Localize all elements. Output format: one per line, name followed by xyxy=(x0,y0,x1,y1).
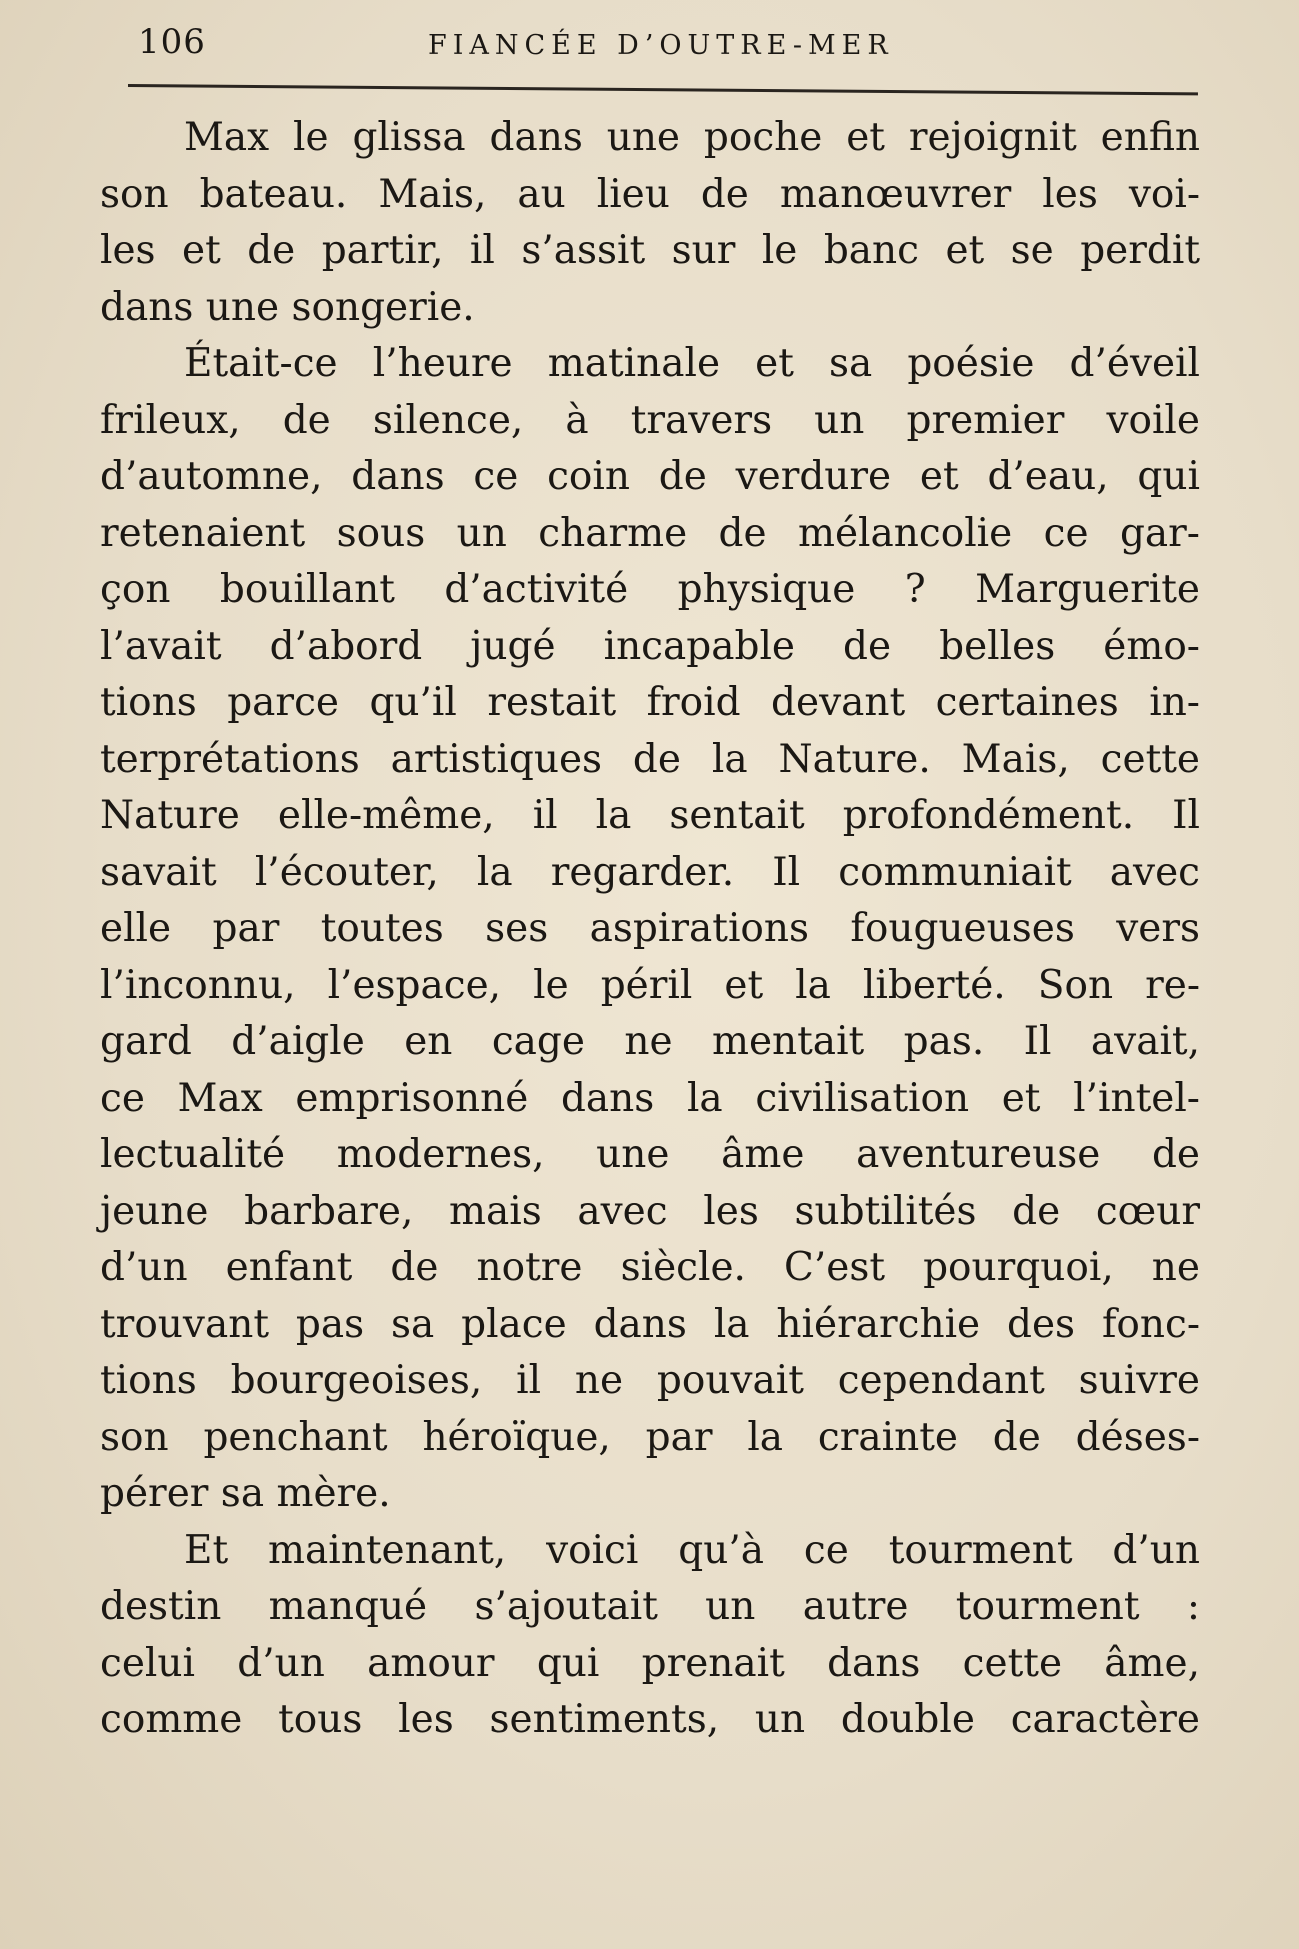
text-line: retenaient sous un charme de mélancolie ce gar- xyxy=(100,510,1200,556)
text-line: lectualité modernes, une âme aventureuse de xyxy=(100,1132,1200,1177)
text-line: comme tous les sentiments, un double caractère xyxy=(100,1697,1200,1742)
text-line: l’inconnu, l’espace, le péril et la liberté. Son re- xyxy=(100,962,1200,1008)
text-line: d’un enfant de notre siècle. C’est pourquoi, ne xyxy=(100,1245,1200,1290)
text-line: trouvant pas sa place dans la hiérarchie des fonc- xyxy=(100,1301,1200,1347)
text-line: tions parce qu’il restait froid devant certaines in- xyxy=(100,680,1200,725)
text-line: frileux, de silence, à travers un premier voile xyxy=(100,397,1200,443)
text-line: çon bouillant d’activité physique ? Marguerite xyxy=(100,567,1200,612)
text-line: dans une songerie. xyxy=(100,284,475,330)
text-line: d’automne, dans ce coin de verdure et d’eau, qui xyxy=(100,454,1200,499)
text-line: pérer sa mère. xyxy=(100,1471,391,1516)
text-line: tions bourgeoises, il ne pouvait cependant suivre xyxy=(100,1358,1200,1403)
header-rule xyxy=(128,84,1198,95)
running-title: FIANCÉE D’OUTRE-MER xyxy=(428,30,894,61)
text-line: Nature elle-même, il la sentait profondément. Il xyxy=(100,793,1200,838)
text-line: jeune barbare, mais avec les subtilités de cœur xyxy=(100,1188,1200,1234)
text-line: savait l’écouter, la regarder. Il communiait avec xyxy=(100,849,1200,895)
text-line: Et maintenant, voici qu’à ce tourment d’un xyxy=(184,1527,1200,1573)
text-line: son penchant héroïque, par la crainte de déses- xyxy=(100,1414,1200,1460)
page-number: 106 xyxy=(138,22,206,62)
text-line: ce Max emprisonné dans la civilisation et l’intel- xyxy=(100,1075,1200,1121)
page-header xyxy=(128,18,1208,62)
text-line: l’avait d’abord jugé incapable de belles émo- xyxy=(100,623,1200,669)
text-line: Max le glissa dans une poche et rejoignit enfin xyxy=(184,115,1200,160)
text-line: destin manqué s’ajoutait un autre tourment : xyxy=(100,1584,1200,1629)
text-line: son bateau. Mais, au lieu de manœuvrer les voi- xyxy=(100,171,1200,217)
text-line: gard d’aigle en cage ne mentait pas. Il avait, xyxy=(100,1019,1200,1064)
text-line: les et de partir, il s’assit sur le banc et se perdit xyxy=(100,228,1200,273)
text-line: terprétations artistiques de la Nature. Mais, cette xyxy=(100,736,1200,782)
text-line: elle par toutes ses aspirations fougueuses vers xyxy=(100,906,1200,951)
body-text xyxy=(100,110,1200,1749)
text-line: celui d’un amour qui prenait dans cette âme, xyxy=(100,1640,1200,1686)
text-line: Était-ce l’heure matinale et sa poésie d’éveil xyxy=(184,341,1200,386)
